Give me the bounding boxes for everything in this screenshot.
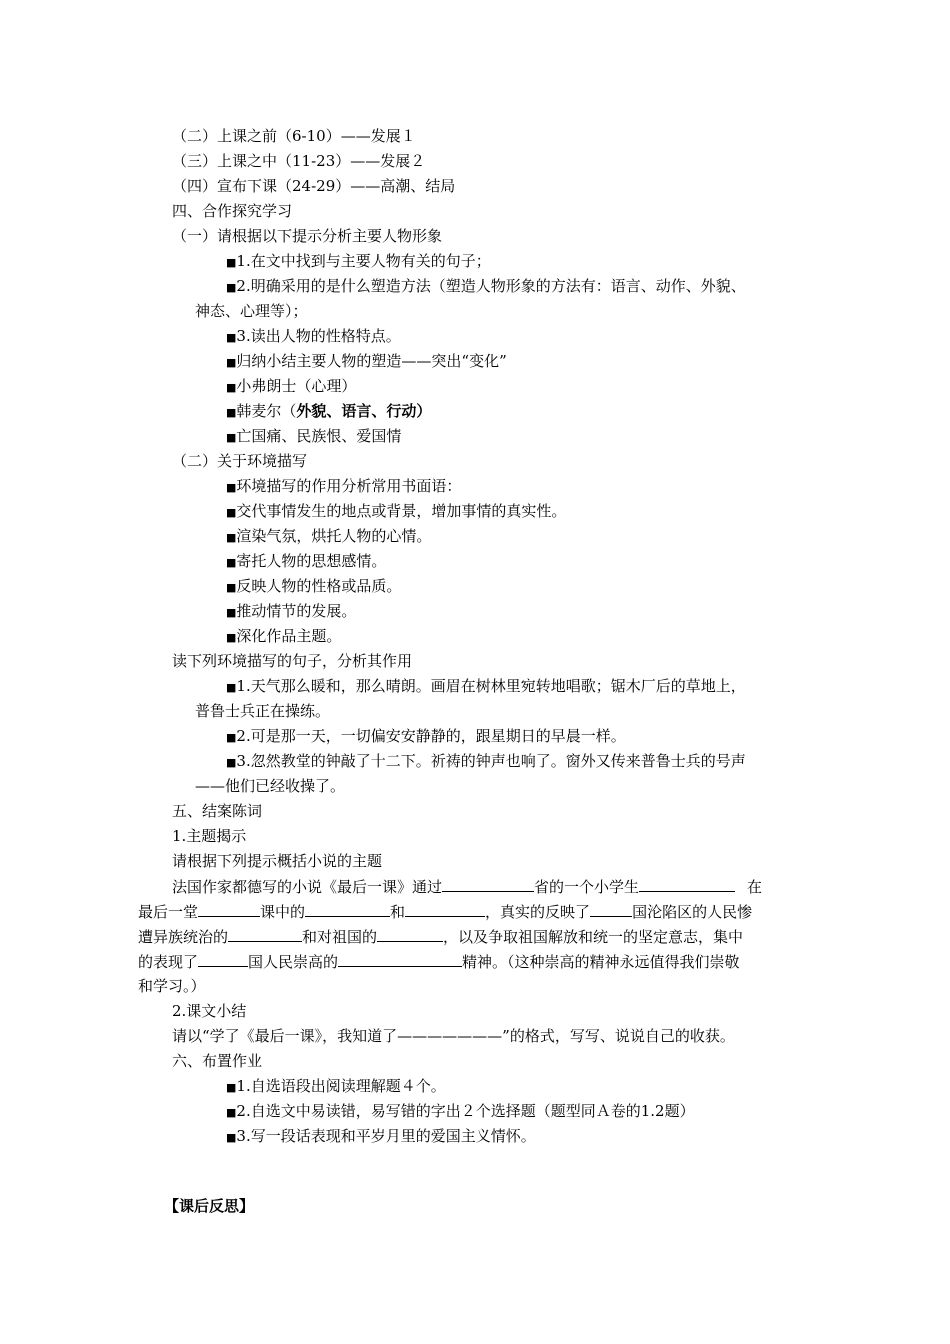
- bullet-icon: ■: [226, 1131, 237, 1144]
- fill-in-line: 的表现了 国人民崇高的 精神。（这种崇高的精神永远值得我们崇敬: [138, 953, 740, 971]
- list-item: ■推动情节的发展。: [226, 602, 357, 620]
- bullet-icon: ■: [226, 531, 237, 544]
- list-item: ■寄托人物的思想感情。: [226, 552, 387, 570]
- bullet-icon: ■: [226, 1106, 237, 1119]
- bullet-icon: ■: [226, 631, 237, 644]
- bullet-icon: ■: [226, 581, 237, 594]
- bullet-icon: ■: [226, 356, 237, 369]
- blank-field[interactable]: [198, 951, 248, 967]
- fill-in-line: 最后一堂 课中的 和 ，真实的反映了 国沦陷区的人民惨: [138, 903, 753, 921]
- list-item: ■渲染气氛，烘托人物的心情。: [226, 527, 432, 545]
- list-item: ■归纳小结主要人物的塑造——突出“变化”: [226, 352, 507, 370]
- blank-field[interactable]: [442, 876, 534, 892]
- bullet-icon: ■: [226, 331, 237, 344]
- blank-field[interactable]: [590, 901, 632, 917]
- bullet-icon: ■: [226, 556, 237, 569]
- list-item-continuation: 神态、心理等）；: [195, 302, 308, 320]
- bullet-icon: ■: [226, 406, 237, 419]
- list-item: ■深化作品主题。: [226, 627, 342, 645]
- list-item-continuation: ——他们已经收操了。: [195, 777, 346, 795]
- bullet-icon: ■: [226, 506, 237, 519]
- list-item: ■亡国痛、民族恨、爱国情: [226, 427, 402, 445]
- bullet-icon: ■: [226, 756, 237, 769]
- structure-line-3: （三）上课之中（11-23）——发展２: [172, 152, 426, 170]
- fill-in-line: 遭异族统治的 和对祖国的 ，以及争取祖国解放和统一的坚定意志，集中: [138, 928, 744, 946]
- structure-line-2: （二）上课之前（6-10）——发展１: [172, 127, 416, 145]
- list-item: ■韩麦尔（外貌、语言、行动）: [226, 402, 432, 420]
- theme-heading: 1.主题揭示: [172, 827, 247, 845]
- subsection-environment-heading: （二）关于环境描写: [172, 452, 308, 470]
- list-item: ■2.自选文中易读错，易写错的字出２个选择题（题型同Ａ卷的1.2题）: [226, 1102, 695, 1120]
- list-item: ■3.读出人物的性格特点。: [226, 327, 401, 345]
- list-item: ■环境描写的作用分析常用书面语：: [226, 477, 462, 495]
- subsection-character-heading: （一）请根据以下提示分析主要人物形象: [172, 227, 443, 245]
- summary-text: 请以“学了《最后一课》，我知道了———————”的格式，写写、说说自己的收获。: [172, 1027, 735, 1045]
- list-item: ■交代事情发生的地点或背景，增加事情的真实性。: [226, 502, 567, 520]
- theme-prompt: 请根据下列提示概括小说的主题: [172, 852, 383, 870]
- list-item: ■小弗朗士（心理）: [226, 377, 357, 395]
- list-item: ■2.明确采用的是什么塑造方法（塑造人物形象的方法有：语言、动作、外貌、: [226, 277, 746, 295]
- bullet-icon: ■: [226, 431, 237, 444]
- bullet-icon: ■: [226, 481, 237, 494]
- section-4-heading: 四、合作探究学习: [172, 202, 293, 220]
- list-item: ■1.自选语段出阅读理解题４个。: [226, 1077, 446, 1095]
- list-item: ■3.写一段话表现和平岁月里的爱国主义情怀。: [226, 1127, 536, 1145]
- bullet-icon: ■: [226, 381, 237, 394]
- fill-in-line-end: 和学习。）: [138, 977, 206, 995]
- list-item: ■2.可是那一天，一切偏安安静静的，跟星期日的早晨一样。: [226, 727, 626, 745]
- blank-field[interactable]: [377, 926, 443, 942]
- bullet-icon: ■: [226, 281, 237, 294]
- reflection-heading: 【课后反思】: [164, 1197, 255, 1215]
- list-item: ■1.天气那么暖和，那么晴朗。画眉在树林里宛转地唱歌；锯木厂后的草地上，: [226, 677, 746, 695]
- summary-heading: 2.课文小结: [172, 1002, 247, 1020]
- list-item: ■反映人物的性格或品质。: [226, 577, 402, 595]
- list-item-continuation: 普鲁士兵正在操练。: [195, 702, 331, 720]
- blank-field[interactable]: [639, 876, 735, 892]
- blank-field[interactable]: [305, 901, 390, 917]
- bullet-icon: ■: [226, 681, 237, 694]
- fill-in-line: 法国作家都德写的小说《最后一课》通过 省的一个小学生 在: [172, 878, 763, 896]
- blank-field[interactable]: [338, 951, 462, 967]
- analysis-heading: 读下列环境描写的句子，分析其作用: [172, 652, 413, 670]
- section-5-heading: 五、结案陈词: [172, 802, 263, 820]
- bullet-icon: ■: [226, 1081, 237, 1094]
- section-6-heading: 六、布置作业: [172, 1052, 263, 1070]
- blank-field[interactable]: [228, 926, 302, 942]
- bullet-icon: ■: [226, 731, 237, 744]
- bold-methods: 外貌、语言、行动）: [296, 402, 432, 420]
- bullet-icon: ■: [226, 606, 237, 619]
- bullet-icon: ■: [226, 256, 237, 269]
- blank-field[interactable]: [198, 901, 260, 917]
- blank-field[interactable]: [405, 901, 485, 917]
- structure-line-4: （四）宣布下课（24-29）——高潮、结局: [172, 177, 456, 195]
- list-item: ■1.在文中找到与主要人物有关的句子；: [226, 252, 491, 270]
- list-item: ■3.忽然教堂的钟敲了十二下。祈祷的钟声也响了。窗外又传来普鲁士兵的号声: [226, 752, 746, 770]
